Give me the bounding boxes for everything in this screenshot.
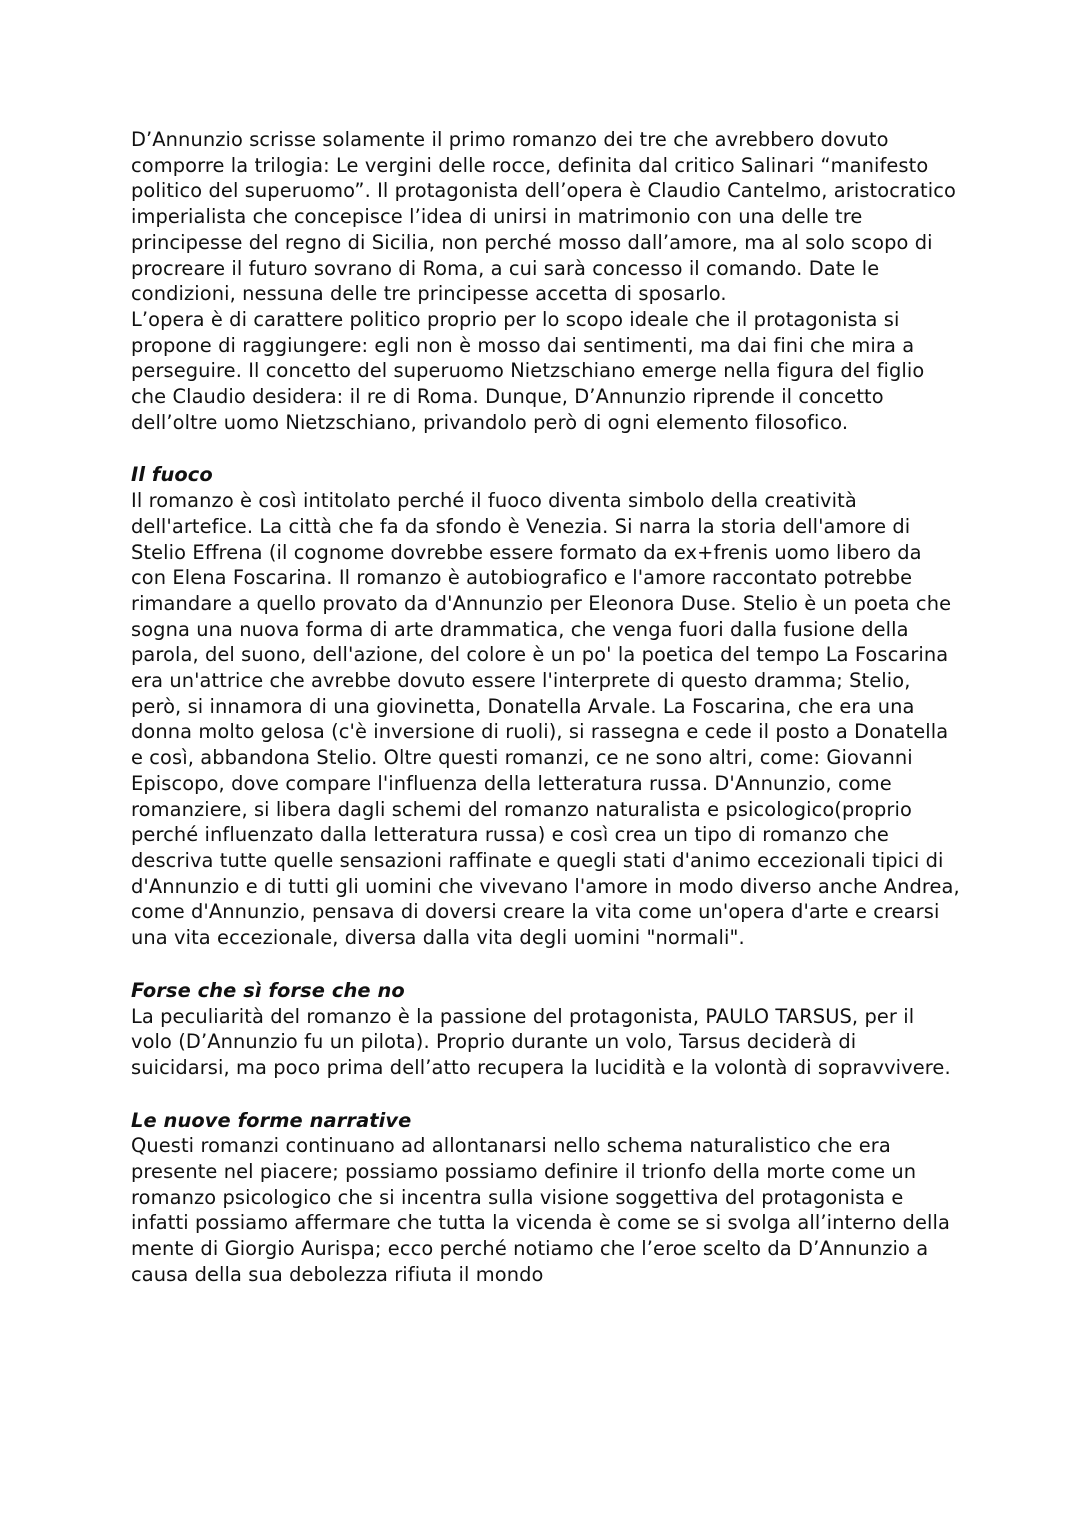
section-body-nuove-forme: Questi romanzi continuano ad allontanarsi nello schema naturalistico che era presente nel piacere; possiamo possiamo definire il trionfo della morte come un romanzo psicologico che si incentra sulla visione soggettiva del protagonista e infatti possiamo affermare che tutta la vicenda è come se si svolga all’interno della mente di Giorgio Aurispa; ecco perché notiamo che l’eroe scelto da D’Annunzio a causa della sua debolezza rifiuta il mondo xyxy=(131,1134,950,1286)
section-body-forse-che-si: La peculiarità del romanzo è la passione del protagonista, PAULO TARSUS, per il volo (D’Annunzio fu un pilota). Proprio durante un volo, Tarsus deciderà di suicidarsi, ma poco prima dell’atto recupera la lucidità e la volontà di sopravvivere. xyxy=(131,1004,951,1079)
section-spacer xyxy=(131,951,961,978)
section-body-il-fuoco: Il romanzo è così intitolato perché il fuoco diventa simbolo della creatività dell'artefice. La città che fa da sfondo è Venezia. Si narra la storia dell'amore di Stelio Effrena (il cognome dovrebbe essere formato da ex+frenis uomo libero da con Elena Foscarina. Il romanzo è autobiografico e l'amore raccontato potrebbe rimandare a quello provato da d'Annunzio per Eleonora Duse. Stelio è un poeta che sogna una nuova forma di arte drammatica, che venga fuori dalla fusione della parola, del suono, dell'azione, del colore è un po' la poetica del tempo La Foscarina era un'attrice che avrebbe dovuto essere l'interprete di questo dramma; Stelio, però, si innamora di una giovinetta, Donatella Arvale. La Foscarina, che era una donna molto gelosa (c'è inversione di ruoli), si rassegna e cede il posto a Donatella e così, abbandona Stelio. Oltre questi romanzi, ce ne sono altri, come: Giovanni Episcopo, dove compare l'influenza della letteratura russa. D'Annunzio, come romanziere, si libera dagli schemi del romanzo naturalista e psicologico(proprio perché influenzato dalla letteratura russa) e così crea un tipo di romanzo che descriva tutte quelle sensazioni raffinate e quegli stati d'animo eccezionali tipici di d'Annunzio e di tutti gli uomini che vivevano l'amore in modo diverso anche Andrea, come d'Annunzio, pensava di doversi creare la vita come un'opera d'arte e crearsi una vita eccezionale, diversa dalla vita degli uomini "normali". xyxy=(131,489,960,950)
section-heading-nuove-forme: Le nuove forme narrative xyxy=(131,1108,412,1132)
paragraph-trilogia: D’Annunzio scrisse solamente il primo romanzo dei tre che avrebbero dovuto comporre la trilogia: Le vergini delle rocce, definita dal critico Salinari “manifesto politico del superuomo”. Il protagonista dell’opera è Claudio Cantelmo, aristocratico imperialista che concepisce l’idea di unirsi in matrimonio con una delle tre principesse del regno di Sicilia, non perché mosso dall’amore, ma al solo scopo di procreare il futuro sovrano di Roma, a cui sarà concesso il comando. Date le condizioni, nessuna delle tre principesse accetta di sposarlo. xyxy=(131,128,956,306)
paragraph-carattere-politico: L’opera è di carattere politico proprio per lo scopo ideale che il protagonista si propone di raggiungere: egli non è mosso dai sentimenti, ma dai fini che mira a perseguire. Il concetto del superuomo Nietzschiano emerge nella figura del figlio che Claudio desidera: il re di Roma. Dunque, D’Annunzio riprende il concetto dell’oltre uomo Nietzschiano, privandolo però di ogni elemento filosofico. xyxy=(131,307,925,434)
document-page xyxy=(131,127,961,1288)
section-heading-il-fuoco: Il fuoco xyxy=(131,463,213,487)
section-spacer xyxy=(131,435,961,462)
section-spacer xyxy=(131,1081,961,1108)
section-heading-forse-che-si: Forse che sì forse che no xyxy=(131,978,405,1002)
